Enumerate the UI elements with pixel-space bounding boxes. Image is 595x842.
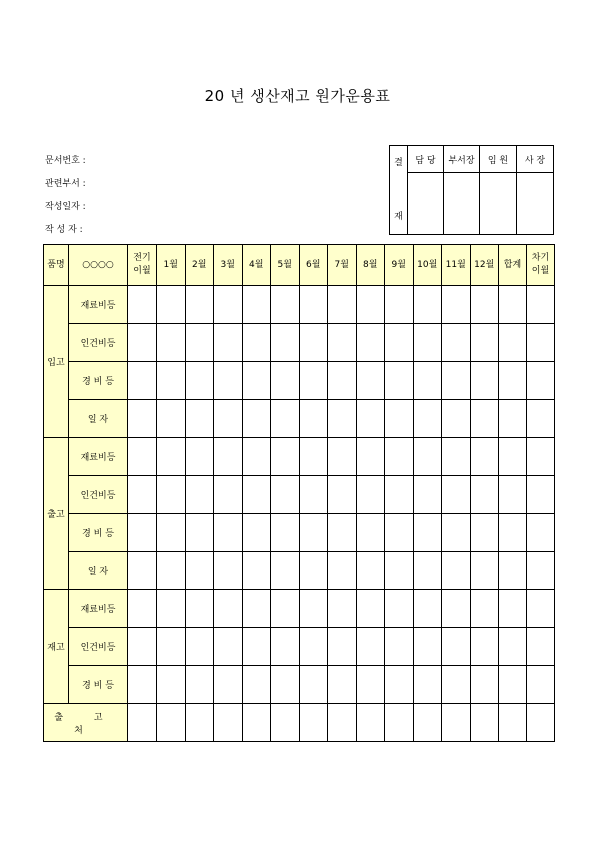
header-month-5: 5월 — [271, 245, 300, 286]
author-field: 작 성 자 : — [45, 225, 83, 235]
data-cell[interactable] — [271, 590, 300, 628]
item-label: 인건비등 — [69, 628, 128, 666]
data-cell[interactable] — [242, 400, 271, 438]
item-label: 일 자 — [69, 552, 128, 590]
data-cell[interactable] — [242, 362, 271, 400]
data-cell[interactable] — [214, 362, 243, 400]
header-month-4: 4월 — [242, 245, 271, 286]
header-month-9: 9월 — [385, 245, 414, 286]
data-cell[interactable] — [299, 438, 328, 476]
header-month-11: 11월 — [442, 245, 471, 286]
data-cell[interactable] — [185, 438, 214, 476]
table-row — [44, 438, 555, 476]
data-cell[interactable] — [356, 324, 385, 362]
data-cell[interactable] — [157, 514, 186, 552]
data-cell[interactable] — [185, 324, 214, 362]
data-cell[interactable] — [128, 438, 157, 476]
cost-table — [43, 244, 555, 742]
data-cell[interactable] — [157, 476, 186, 514]
table-row — [44, 666, 555, 704]
data-cell[interactable] — [185, 362, 214, 400]
data-cell[interactable] — [499, 476, 527, 514]
data-cell[interactable] — [442, 628, 471, 666]
data-cell[interactable] — [356, 666, 385, 704]
item-label: 재료비등 — [69, 438, 128, 476]
data-cell[interactable] — [442, 514, 471, 552]
data-cell[interactable] — [413, 590, 442, 628]
header-next-carryover: 차기 이월 — [527, 245, 555, 286]
header-category: 품명 — [44, 245, 69, 286]
item-label: 경 비 등 — [69, 362, 128, 400]
data-cell[interactable] — [499, 552, 527, 590]
header-prev-carryover: 전기 이월 — [128, 245, 157, 286]
data-cell[interactable] — [328, 514, 357, 552]
data-cell[interactable] — [442, 590, 471, 628]
data-cell[interactable] — [356, 514, 385, 552]
approval-sign-staff[interactable] — [408, 173, 444, 235]
data-cell[interactable] — [271, 666, 300, 704]
data-cell[interactable] — [157, 666, 186, 704]
data-cell[interactable] — [527, 552, 555, 590]
data-cell[interactable] — [328, 286, 357, 324]
header-item: ○○○○ — [69, 245, 128, 286]
data-cell[interactable] — [356, 590, 385, 628]
data-cell[interactable] — [271, 704, 300, 742]
data-cell[interactable] — [157, 362, 186, 400]
item-label: 경 비 등 — [69, 666, 128, 704]
document-title: 20 년 생산재고 원가운용표 — [204, 87, 391, 105]
item-label: 일 자 — [69, 400, 128, 438]
data-cell[interactable] — [413, 324, 442, 362]
data-cell[interactable] — [157, 628, 186, 666]
table-row — [44, 286, 555, 324]
data-cell[interactable] — [470, 704, 499, 742]
data-cell[interactable] — [470, 666, 499, 704]
data-cell[interactable] — [385, 400, 414, 438]
data-cell[interactable] — [328, 704, 357, 742]
data-cell[interactable] — [271, 286, 300, 324]
header-month-12: 12월 — [470, 245, 499, 286]
data-cell[interactable] — [299, 590, 328, 628]
approval-header-president: 사 장 — [517, 146, 554, 173]
data-cell[interactable] — [299, 704, 328, 742]
data-cell[interactable] — [499, 590, 527, 628]
data-cell[interactable] — [328, 552, 357, 590]
data-cell[interactable] — [242, 704, 271, 742]
data-cell[interactable] — [356, 704, 385, 742]
data-cell[interactable] — [385, 324, 414, 362]
written-date-field: 작성일자 : — [45, 202, 86, 212]
data-cell[interactable] — [499, 666, 527, 704]
table-row — [44, 476, 555, 514]
data-cell[interactable] — [128, 514, 157, 552]
header-month-3: 3월 — [214, 245, 243, 286]
data-cell[interactable] — [470, 286, 499, 324]
data-cell[interactable] — [185, 628, 214, 666]
data-cell[interactable] — [499, 324, 527, 362]
data-cell[interactable] — [271, 552, 300, 590]
data-cell[interactable] — [271, 362, 300, 400]
table-row — [44, 628, 555, 666]
data-cell[interactable] — [271, 628, 300, 666]
data-cell[interactable] — [299, 666, 328, 704]
data-cell[interactable] — [470, 552, 499, 590]
data-cell[interactable] — [214, 514, 243, 552]
data-cell[interactable] — [128, 324, 157, 362]
data-cell[interactable] — [413, 438, 442, 476]
data-cell[interactable] — [499, 438, 527, 476]
approval-sign-president[interactable] — [517, 173, 554, 235]
data-cell[interactable] — [242, 476, 271, 514]
data-cell[interactable] — [385, 666, 414, 704]
data-cell[interactable] — [470, 590, 499, 628]
data-cell[interactable] — [328, 476, 357, 514]
data-cell[interactable] — [442, 476, 471, 514]
table-row — [44, 552, 555, 590]
data-cell[interactable] — [470, 476, 499, 514]
data-cell[interactable] — [214, 552, 243, 590]
header-total: 합계 — [499, 245, 527, 286]
data-cell[interactable] — [185, 476, 214, 514]
data-cell[interactable] — [299, 286, 328, 324]
data-cell[interactable] — [356, 476, 385, 514]
doc-number-field: 문서번호 : — [45, 156, 86, 166]
table-row — [44, 514, 555, 552]
data-cell[interactable] — [271, 438, 300, 476]
data-cell[interactable] — [470, 514, 499, 552]
related-dept-field: 관련부서 : — [45, 179, 86, 189]
data-cell[interactable] — [299, 552, 328, 590]
data-cell[interactable] — [527, 514, 555, 552]
data-cell[interactable] — [356, 362, 385, 400]
data-cell[interactable] — [385, 362, 414, 400]
table-row — [44, 400, 555, 438]
data-cell[interactable] — [328, 438, 357, 476]
data-cell[interactable] — [413, 628, 442, 666]
data-cell[interactable] — [527, 476, 555, 514]
item-label: 인건비등 — [69, 476, 128, 514]
data-cell[interactable] — [271, 514, 300, 552]
data-cell[interactable] — [128, 286, 157, 324]
data-cell[interactable] — [242, 514, 271, 552]
data-cell[interactable] — [128, 400, 157, 438]
data-cell[interactable] — [128, 590, 157, 628]
data-cell[interactable] — [185, 590, 214, 628]
data-cell[interactable] — [470, 400, 499, 438]
data-cell[interactable] — [242, 286, 271, 324]
approval-sign-manager[interactable] — [444, 173, 480, 235]
group-label-0: 입고 — [44, 286, 69, 438]
group-label-2: 재고 — [44, 590, 69, 704]
data-cell[interactable] — [499, 286, 527, 324]
data-cell[interactable] — [527, 286, 555, 324]
data-cell[interactable] — [385, 552, 414, 590]
data-cell[interactable] — [157, 324, 186, 362]
data-cell[interactable] — [442, 438, 471, 476]
data-cell[interactable] — [271, 400, 300, 438]
document-meta — [45, 150, 215, 242]
data-cell[interactable] — [356, 552, 385, 590]
approval-side-label — [390, 146, 408, 235]
data-cell[interactable] — [214, 590, 243, 628]
data-cell[interactable] — [413, 476, 442, 514]
data-cell[interactable] — [214, 476, 243, 514]
data-cell[interactable] — [442, 362, 471, 400]
table-row — [44, 362, 555, 400]
data-cell[interactable] — [527, 590, 555, 628]
data-cell[interactable] — [157, 400, 186, 438]
approval-header-staff: 담 당 — [408, 146, 444, 173]
data-cell[interactable] — [214, 324, 243, 362]
data-cell[interactable] — [214, 704, 243, 742]
item-label: 재료비등 — [69, 590, 128, 628]
data-cell[interactable] — [328, 324, 357, 362]
data-cell[interactable] — [328, 666, 357, 704]
data-cell[interactable] — [356, 628, 385, 666]
data-cell[interactable] — [128, 552, 157, 590]
data-cell[interactable] — [128, 704, 157, 742]
data-cell[interactable] — [328, 590, 357, 628]
data-cell[interactable] — [299, 362, 328, 400]
data-cell[interactable] — [385, 438, 414, 476]
header-month-10: 10월 — [413, 245, 442, 286]
data-cell[interactable] — [499, 628, 527, 666]
data-cell[interactable] — [527, 400, 555, 438]
data-cell[interactable] — [157, 704, 186, 742]
header-month-2: 2월 — [185, 245, 214, 286]
approval-sign-executive[interactable] — [480, 173, 517, 235]
data-cell[interactable] — [328, 628, 357, 666]
data-cell[interactable] — [185, 666, 214, 704]
data-cell[interactable] — [527, 704, 555, 742]
data-cell[interactable] — [157, 438, 186, 476]
data-cell[interactable] — [413, 514, 442, 552]
data-cell[interactable] — [271, 476, 300, 514]
data-cell[interactable] — [242, 628, 271, 666]
data-cell[interactable] — [442, 324, 471, 362]
data-cell[interactable] — [470, 362, 499, 400]
data-cell[interactable] — [413, 286, 442, 324]
approval-side-top: 결 — [394, 158, 403, 168]
data-cell[interactable] — [527, 324, 555, 362]
data-cell[interactable] — [299, 628, 328, 666]
table-row — [44, 590, 555, 628]
data-cell[interactable] — [499, 362, 527, 400]
item-label: 재료비등 — [69, 286, 128, 324]
data-cell[interactable] — [442, 552, 471, 590]
data-cell[interactable] — [442, 286, 471, 324]
table-row — [44, 324, 555, 362]
data-cell[interactable] — [242, 666, 271, 704]
data-cell[interactable] — [470, 438, 499, 476]
data-cell[interactable] — [470, 324, 499, 362]
data-cell[interactable] — [299, 514, 328, 552]
data-cell[interactable] — [299, 400, 328, 438]
data-cell[interactable] — [413, 666, 442, 704]
data-cell[interactable] — [242, 438, 271, 476]
data-cell[interactable] — [185, 514, 214, 552]
table-row-footer — [44, 704, 555, 742]
data-cell[interactable] — [527, 362, 555, 400]
group-label-1: 출고 — [44, 438, 69, 590]
data-cell[interactable] — [128, 362, 157, 400]
data-cell[interactable] — [356, 438, 385, 476]
item-label: 인건비등 — [69, 324, 128, 362]
data-cell[interactable] — [157, 552, 186, 590]
header-month-6: 6월 — [299, 245, 328, 286]
data-cell[interactable] — [157, 286, 186, 324]
data-cell[interactable] — [214, 286, 243, 324]
header-month-1: 1월 — [157, 245, 186, 286]
data-cell[interactable] — [385, 476, 414, 514]
data-cell[interactable] — [499, 704, 527, 742]
data-cell[interactable] — [185, 552, 214, 590]
data-cell[interactable] — [185, 400, 214, 438]
data-cell[interactable] — [299, 324, 328, 362]
data-cell[interactable] — [157, 590, 186, 628]
data-cell[interactable] — [470, 628, 499, 666]
data-cell[interactable] — [385, 628, 414, 666]
data-cell[interactable] — [442, 704, 471, 742]
data-cell[interactable] — [413, 400, 442, 438]
data-cell[interactable] — [356, 286, 385, 324]
data-cell[interactable] — [185, 704, 214, 742]
data-cell[interactable] — [413, 704, 442, 742]
approval-box — [389, 145, 554, 235]
data-cell[interactable] — [242, 324, 271, 362]
approval-header-manager: 부서장 — [444, 146, 480, 173]
data-cell[interactable] — [328, 400, 357, 438]
data-cell[interactable] — [442, 666, 471, 704]
data-cell[interactable] — [385, 590, 414, 628]
data-cell[interactable] — [385, 514, 414, 552]
data-cell[interactable] — [385, 704, 414, 742]
data-cell[interactable] — [413, 362, 442, 400]
header-month-8: 8월 — [356, 245, 385, 286]
data-cell[interactable] — [527, 438, 555, 476]
data-cell[interactable] — [499, 400, 527, 438]
data-cell[interactable] — [385, 286, 414, 324]
data-cell[interactable] — [527, 666, 555, 704]
data-cell[interactable] — [214, 400, 243, 438]
data-cell[interactable] — [128, 628, 157, 666]
data-cell[interactable] — [356, 400, 385, 438]
data-cell[interactable] — [299, 476, 328, 514]
data-cell[interactable] — [242, 552, 271, 590]
data-cell[interactable] — [128, 666, 157, 704]
data-cell[interactable] — [214, 438, 243, 476]
data-cell[interactable] — [442, 400, 471, 438]
data-cell[interactable] — [214, 628, 243, 666]
table-header-row — [44, 245, 555, 286]
data-cell[interactable] — [185, 286, 214, 324]
data-cell[interactable] — [328, 362, 357, 400]
footer-label: 출 고 처 — [44, 704, 128, 742]
data-cell[interactable] — [527, 628, 555, 666]
data-cell[interactable] — [128, 476, 157, 514]
data-cell[interactable] — [214, 666, 243, 704]
data-cell[interactable] — [242, 590, 271, 628]
header-month-7: 7월 — [328, 245, 357, 286]
approval-header-executive: 임 원 — [480, 146, 517, 173]
data-cell[interactable] — [499, 514, 527, 552]
item-label: 경 비 등 — [69, 514, 128, 552]
data-cell[interactable] — [413, 552, 442, 590]
approval-side-bottom: 재 — [394, 212, 403, 222]
data-cell[interactable] — [271, 324, 300, 362]
